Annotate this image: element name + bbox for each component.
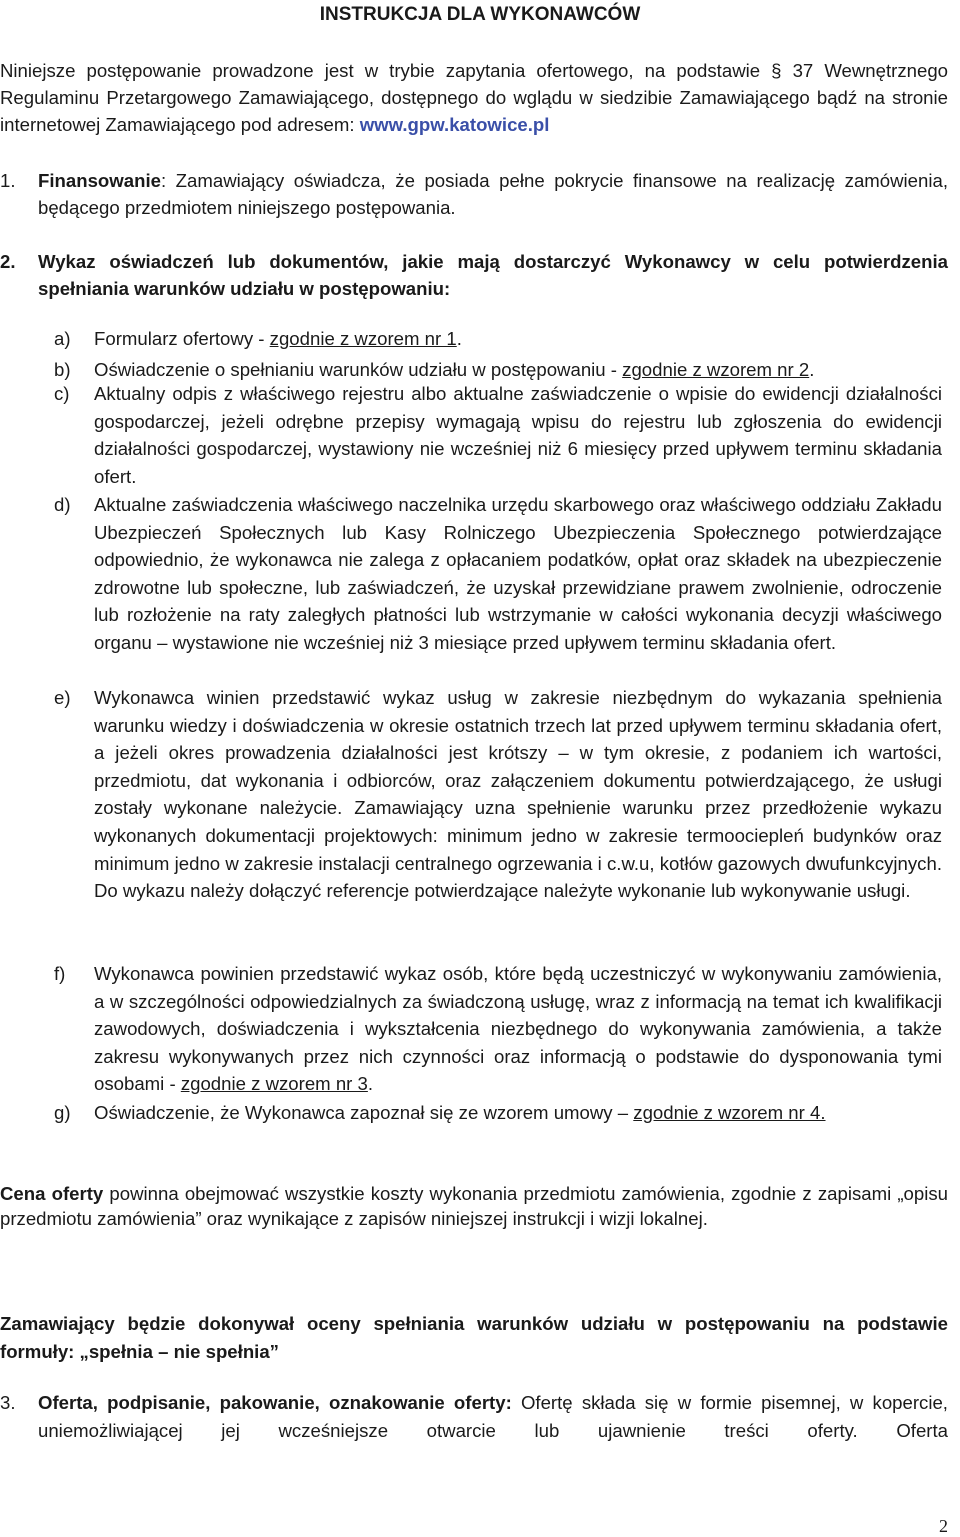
item-f-tail: .: [367, 1073, 374, 1095]
section1-heading: Finansowanie: [38, 170, 161, 191]
item-e: Wykonawca winien przedstawić wykaz usług w zakresie niezbędnym do wykazania spełnienia warunku wiedzy i doświadczenia w okresie ostatnich trzech lat przed upływem terminu składania ofert, a jeżeli okres prowadzenia działalności jest krótszy – w tym okresie, z podaniem ich wartości, przedmiotu, dat wykonania i odbiorców, oraz załączeniem dokumentu potwierdzającego, że usługi zostały wykonane należycie. Zamawiający uzna spełnienie warunku przez przedłożenie wykazu wykonanych dokumentacji projektowych: minimum jedno w zakresie termoociepleń budynków oraz minimum jedno w zakresie instalacji centralnego ogrzewania i c.w.u, kotłów gazowych dwufunkcyjnych. Do wykazu należy dołączyć referencje potwierdzające należyte wykonanie lub wykonywanie usługi.: [94, 687, 942, 902]
item-g-text: Oświadczenie, że Wykonawca zapoznał się ze wzorem umowy –: [94, 1102, 634, 1123]
item-a-tail: .: [456, 328, 462, 349]
website-link[interactable]: www.gpw.katowice.pl: [359, 114, 550, 135]
item-b-tail: .: [809, 359, 815, 380]
intro-paragraph: [0, 57, 948, 138]
item-c: Aktualny odpis z właściwego rejestru albo aktualne zaświadczenie o wpisie do ewidencji działalności gospodarczej, jeżeli odrębne przepisy wymagają wpisu do rejestru lub zgłoszenia do ewidencji działalności gospodarczej, wystawiony nie wcześniej niż 6 miesięcy przed upływem terminu składania ofert.: [94, 383, 942, 487]
item-c-letter: c): [54, 383, 70, 404]
item-g: [94, 1099, 942, 1127]
item-f-template-ref: zgodnie z wzorem nr 3: [180, 1073, 368, 1095]
price-paragraph: [0, 1181, 948, 1231]
item-a: [94, 325, 942, 353]
item-g-template-ref: zgodnie z wzorem nr 4.: [633, 1102, 826, 1123]
section3-paragraph: [38, 1389, 948, 1445]
section1-number: 1.: [0, 170, 16, 191]
section2-number: 2.: [0, 251, 16, 272]
document-title: INSTRUKCJA DLA WYKONAWCÓW: [319, 4, 641, 25]
item-e-letter: e): [54, 687, 71, 708]
item-f-letter: f): [54, 963, 66, 984]
price-heading: Cena oferty: [0, 1183, 104, 1204]
page-number: 2: [939, 1516, 948, 1536]
item-g-letter: g): [54, 1102, 71, 1123]
price-text: powinna obejmować wszystkie koszty wykonania przedmiotu zamówienia, zgodnie z zapisami „opisu przedmiotu zamówienia” oraz wynikające z zapisów niniejszej instrukcji i wizji lokalnej.: [0, 1183, 948, 1229]
item-a-text: Formularz ofertowy -: [94, 328, 270, 349]
item-f-text: Wykonawca powinien przedstawić wykaz osób, które będą uczestniczyć w wykonywaniu zamówienia, a w szczególności odpowiedzialnych za świadczoną usługę, wraz z informacją na temat ich kwalifikacji zawodowych, doświadczenia i wykształcenia niezbędnego do wykonywania zamówienia, a także zakresu wykonywanych przez nich czynności oraz informacją o podstawie do dysponowania tymi osobami -: [94, 963, 942, 1095]
item-d-letter: d): [54, 494, 71, 515]
item-a-template-ref: zgodnie z wzorem nr 1: [269, 328, 457, 349]
section2-heading: Wykaz oświadczeń lub dokumentów, jakie mają dostarczyć Wykonawcy w celu potwierdzenia spełniania warunków udziału w postępowaniu:: [38, 251, 948, 299]
item-a-letter: a): [54, 328, 71, 349]
item-f: [94, 960, 942, 1098]
evaluation-paragraph: Zamawiający będzie dokonywał oceny spełniania warunków udziału w postępowaniu na podstawie formuły: „spełnia – nie spełnia”: [0, 1313, 948, 1362]
intro-text: Niniejsze postępowanie prowadzone jest w trybie zapytania ofertowego, na podstawie § 37 Wewnętrznego Regulaminu Przetargowego Zamawiającego, dostępnego do wglądu w siedzibie Zamawiającego bądź na stronie internetowej Zamawiającego pod adresem:: [0, 60, 948, 135]
section3-text: Ofertę składa się w formie pisemnej, w kopercie, uniemożliwiającej jej wcześniejsze otwarcie lub ujawnienie treści oferty. Oferta: [38, 1392, 948, 1441]
section3-heading: Oferta, podpisanie, pakowanie, oznakowanie oferty:: [38, 1392, 512, 1413]
item-b-letter: b): [54, 359, 71, 380]
item-b-template-ref: zgodnie z wzorem nr 2: [622, 359, 810, 380]
section1-paragraph: [38, 167, 948, 221]
item-b-text: Oświadczenie o spełnianiu warunków udziału w postępowaniu -: [94, 359, 623, 380]
section1-text: : Zamawiający oświadcza, że posiada pełne pokrycie finansowe na realizację zamówienia, będącego przedmiotem niniejszego postępowania.: [38, 170, 948, 218]
item-d: Aktualne zaświadczenia właściwego naczelnika urzędu skarbowego oraz właściwego oddziału Zakładu Ubezpieczeń Społecznych lub Kasy Rolniczego Ubezpieczenia Społecznego potwierdzające odpowiednio, że wykonawca nie zalega z opłacaniem podatków, opłat oraz składek na ubezpieczenie zdrowotne lub społeczne, lub zaświadczeń, że uzyskał przewidziane prawem zwolnienie, odroczenie lub rozłożenie na raty zaległych płatności lub wstrzymanie w całości wykonania decyzji właściwego organu – wystawione nie wcześniej niż 3 miesiące przed upływem terminu składania ofert.: [94, 494, 942, 653]
section3-number: 3.: [0, 1392, 16, 1413]
